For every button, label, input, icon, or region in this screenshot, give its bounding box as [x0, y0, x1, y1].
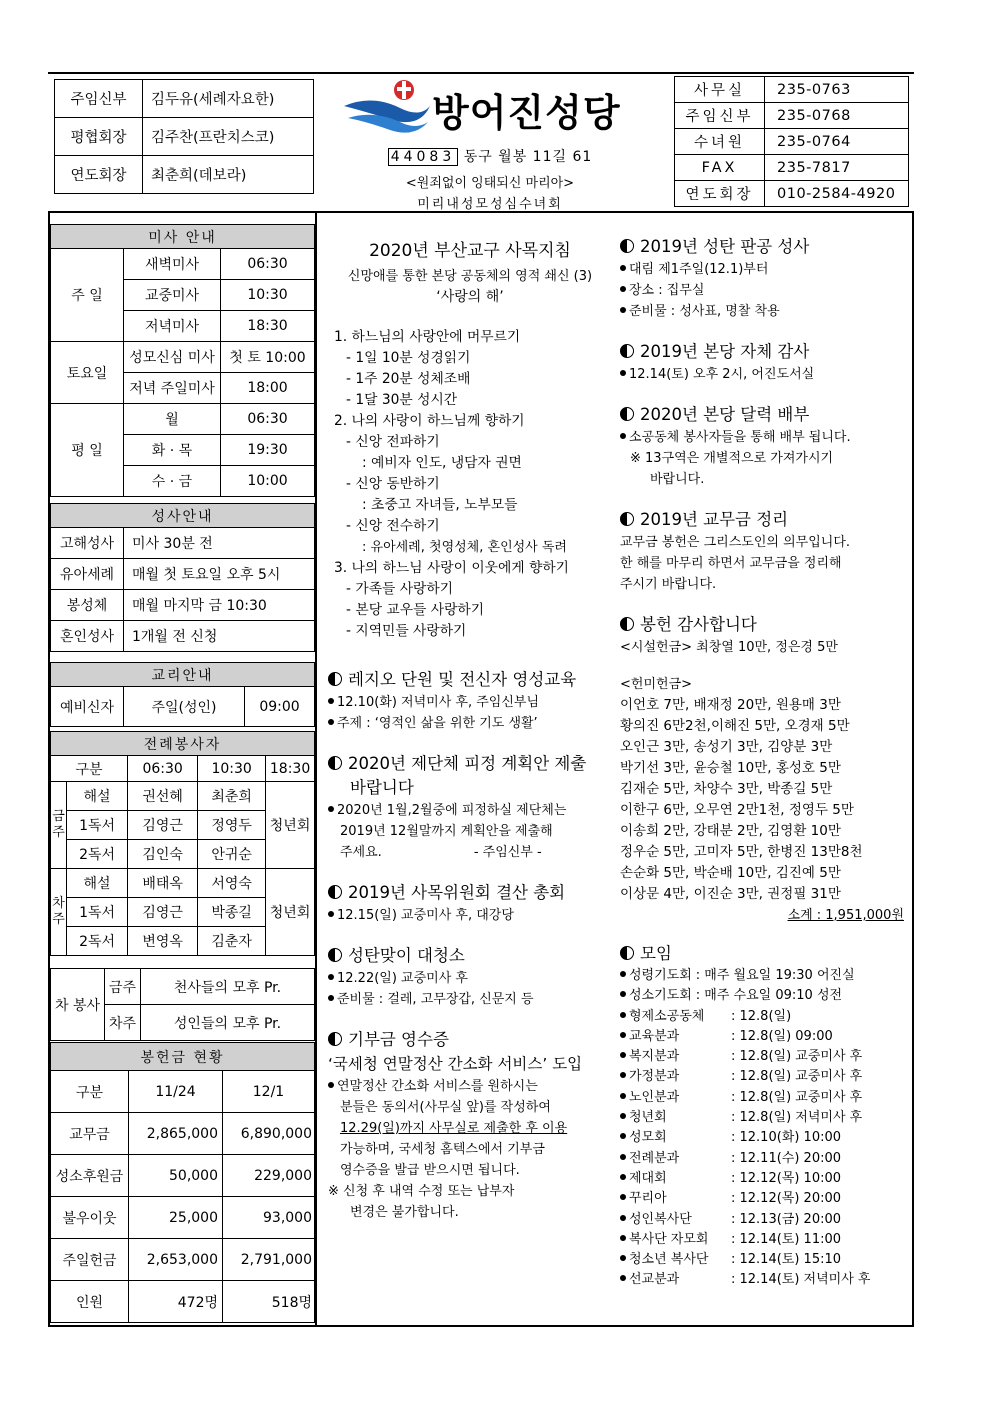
- list-item: 3. 나의 하느님 사랑이 이웃에게 향하기: [334, 560, 570, 576]
- amount: 2,653,000: [129, 1239, 223, 1281]
- list-item: - 1달 30분 성시간: [346, 392, 458, 408]
- bullet-icon: [620, 1235, 626, 1241]
- bullet-icon: [328, 1082, 334, 1088]
- mass-name: 수 · 금: [124, 466, 221, 497]
- role: 해설: [67, 782, 128, 811]
- group-label: 주 일: [51, 249, 124, 342]
- col-head: 구분: [51, 1071, 129, 1113]
- church-name: 방어진성당: [432, 91, 621, 135]
- meeting-item: 성소기도회 : 매주 수요일 09:10 성전: [620, 986, 908, 1006]
- doctrine-time: 09:00: [245, 687, 315, 727]
- meeting-item: 성모회 : 12.10(화) 10:00: [620, 1128, 908, 1148]
- meeting-item: 교육분과 : 12.8(일) 09:00: [620, 1027, 908, 1047]
- server: 배태옥: [128, 869, 198, 898]
- week: 금주: [105, 969, 141, 1005]
- meeting-item: 복사단 자모회 : 12.14(토) 11:00: [620, 1230, 908, 1250]
- bullet-icon: [328, 911, 334, 917]
- mass-schedule-table: [50, 224, 315, 497]
- bullet-icon: [620, 1052, 626, 1058]
- role: 2독서: [67, 927, 128, 956]
- group: 천사들의 모후 Pr.: [141, 969, 315, 1005]
- bullet-icon: [620, 1012, 626, 1018]
- top-rule: [48, 72, 914, 74]
- sacrament-name: 봉성체: [51, 590, 124, 621]
- meeting-item: 청년회 : 12.8(일) 저녁미사 후: [620, 1108, 908, 1128]
- list-item: - 1일 10분 성경읽기: [346, 350, 471, 366]
- mass-time: 10:00: [221, 466, 315, 497]
- list-item: 1. 하느님의 사랑안에 머무르기: [334, 329, 521, 345]
- server: 김영근: [128, 811, 198, 840]
- value: 김두유(세례자요한): [143, 80, 314, 118]
- label: 연도회장: [675, 181, 765, 207]
- section-title: 교리안내: [51, 663, 315, 687]
- half-circle-icon: [328, 1032, 342, 1046]
- bullet-icon: [620, 1194, 626, 1200]
- label: 사무실: [675, 77, 765, 103]
- amount: 6,890,000: [223, 1113, 315, 1155]
- pastoral-year: ‘사랑의 해’: [436, 289, 504, 305]
- server: 김인숙: [128, 840, 198, 869]
- col-head: 11/24: [129, 1071, 223, 1113]
- half-circle-icon: [620, 239, 634, 253]
- right-column: 2019년 성탄 판공 성사 대림 제1주일(12.1)부터 장소 : 집무실 준비물 : 성사표, 명찰 착용 2019년 본당 자체 감사 12.14(토) 오후 2시, 어진도서실 2020년 본당 달력 배부 소공동체 봉사자들을 통해 배부 됩니다. ※ 13구역은 개별적으로 가져가시기 바랍니다. 2019년 교무금 정리 교무금 봉헌은 그리스도인의 의무입니다. 한 해를 마무리 하면서 교무금을 정리해 주시기 바랍니다. 봉헌 감사합니다 <시설헌금> 최창열 10만, 정은경 5만 <헌미헌금> 이언호 7만, 배재정 20만, 원용매 3만 황의진 6만2천,이해진 5만, 오경재 5만 오인근 3만, 송성기 3만, 김양분 3만 박기선 3만, 윤승철 10만, 홍성호 5만 김재순 5만, 차양수 3만, 박종길 5만 이한구 6만, 오무연 2만1천, 정영두 5만 이송희 2만, 강태분 2만, 김영환 10만 정우순 5만, 고미자 5만, 한병진 13만8천 손순화 5만, 박순배 10만, 김진예 5만 이상문 4만, 이진순 3만, 권정필 31만 소계 : 1,951,000원 모임 성령기도회 : 매주 월요일 19:30 어진실 성소기도회 : 매주 수요일 09:10 성전 형제소공동체 : 12.8(일) 교육분과 : 12.8(일) 09:00 복지분과 : 12.8(일) 교중미사 후 가정분과 : 12.8(일) 교중미사 후 노인분과 : 12.8(일) 교중미사 후 청년회 : 12.8(일) 저녁미사 후 성모회 : 12.10(화) 10:00 전례분과 : 12.11(수) 20:00 제대회 : 12.12(목) 10:00 꾸리아 : 12.12(목) 20:00 성인복사단 : 12.13(금) 20:00 복사단 자모회 : 12.14(토) 11:00 청소년 복사단 : 12.14(토) 15:10 선교분과 : 12.14(토) 저녁미사 후: [620, 235, 908, 1291]
- notice-title: 레지오 단원 및 전신자 영성교육: [328, 668, 612, 692]
- meeting-item: 가정분과 : 12.8(일) 교중미사 후: [620, 1067, 908, 1087]
- servers-table: [50, 731, 315, 956]
- mass-name: 저녁미사: [124, 311, 221, 342]
- mass-time: 06:30: [221, 404, 315, 435]
- col-head: 18:30: [266, 756, 315, 782]
- sacrament-name: 고해성사: [51, 528, 124, 559]
- server-group: 청년회: [266, 782, 315, 869]
- half-circle-icon: [620, 512, 634, 526]
- bullet-icon: [620, 1275, 626, 1281]
- list-item: : 초중고 자녀들, 노부모들: [362, 497, 518, 513]
- notice-body: 12.22(일) 교중미사 후 준비물 : 걸레, 고무장갑, 신문지 등: [328, 968, 612, 1010]
- bullet-icon: [620, 1154, 626, 1160]
- list-item: - 지역민들 사랑하기: [346, 623, 467, 639]
- notice-title: 2020년 본당 달력 배부: [620, 403, 908, 427]
- nuns-order: 미리내성모성심수녀회: [417, 197, 563, 212]
- doctrine-day: 주일(성인): [124, 687, 245, 727]
- sacrament-info: 매월 마지막 금 10:30: [124, 590, 315, 621]
- meeting-item: 전례분과 : 12.11(수) 20:00: [620, 1149, 908, 1169]
- mass-name: 새벽미사: [124, 249, 221, 280]
- patron-saint: <원죄없이 잉태되신 마리아>: [405, 176, 575, 191]
- notice-title-cont: 바랍니다: [350, 778, 414, 797]
- sacrament-info: 1개월 전 신청: [124, 621, 315, 652]
- notice-title: 2019년 본당 자체 감사: [620, 340, 908, 364]
- facility-offering: <시설헌금> 최창열 10만, 정은경 5만: [620, 640, 838, 655]
- bullet-icon: [620, 991, 626, 997]
- amount: 25,000: [129, 1197, 223, 1239]
- notice-title: 2019년 성탄 판공 성사: [620, 235, 908, 259]
- notice-title: 봉헌 감사합니다: [620, 613, 908, 637]
- amount: 2,791,000: [223, 1239, 315, 1281]
- bullet-icon: [620, 370, 626, 376]
- pastoral-list: [328, 327, 612, 642]
- role: 1독서: [67, 898, 128, 927]
- amount: 229,000: [223, 1155, 315, 1197]
- list-item: : 예비자 인도, 냉담자 권면: [362, 455, 522, 471]
- col-head: 구분: [51, 756, 128, 782]
- meeting-item: 성인복사단 : 12.13(금) 20:00: [620, 1210, 908, 1230]
- list-item: 2. 나의 사랑이 하느님께 향하기: [334, 413, 525, 429]
- list-item: - 신앙 전수하기: [346, 518, 440, 534]
- sacrament-name: 혼인성사: [51, 621, 124, 652]
- server: 안귀순: [198, 840, 266, 869]
- notice-body: 12.10(화) 저녁미사 후, 주임신부님 주제 : ‘영적인 삶을 위한 기도 생활’: [328, 692, 612, 734]
- list-item: - 1주 20분 성체조배: [346, 371, 471, 387]
- meeting-item: 청소년 복사단 : 12.14(토) 15:10: [620, 1250, 908, 1270]
- offering-subtitle: <헌미헌금>: [620, 677, 693, 692]
- bullet-icon: [620, 1174, 626, 1180]
- group-label: 토요일: [51, 342, 124, 404]
- server: 김춘자: [198, 927, 266, 956]
- bullet-icon: [620, 1032, 626, 1038]
- bullet-icon: [620, 1255, 626, 1261]
- label: 주임신부: [55, 80, 143, 118]
- col-head: 10:30: [198, 756, 266, 782]
- half-circle-icon: [620, 946, 634, 960]
- half-circle-icon: [328, 885, 342, 899]
- bullet-icon: [620, 1215, 626, 1221]
- notice-body: 연말정산 간소화 서비스를 원하시는 분들은 동의서(사무실 앞)를 작성하여 12.29(일)까지 사무실로 제출한 후 이용 가능하며, 국세청 홈텍스에서 기부금 영수증을 발급 받으시면 됩니다. ※ 신청 후 내역 수정 또는 납부자 변경은 불가합니다.: [328, 1079, 568, 1220]
- col-head: 06:30: [128, 756, 198, 782]
- meeting-item: 꾸리아 : 12.12(목) 20:00: [620, 1189, 908, 1209]
- server: 최춘희: [198, 782, 266, 811]
- col-head: 12/1: [223, 1071, 315, 1113]
- mass-time: 19:30: [221, 435, 315, 466]
- donation-total: 소계 : 1,951,000원: [787, 908, 904, 923]
- list-item: - 본당 교우들 사랑하기: [346, 602, 485, 618]
- mass-time: 18:30: [221, 311, 315, 342]
- offer-type: 주일헌금: [51, 1239, 129, 1281]
- label: 주임신부: [675, 103, 765, 129]
- meeting-item: 선교분과 : 12.14(토) 저녁미사 후: [620, 1270, 908, 1290]
- meeting-item: 성령기도회 : 매주 월요일 19:30 어진실: [620, 966, 908, 986]
- mass-time: 10:30: [221, 280, 315, 311]
- phone: 235-0763: [765, 77, 909, 103]
- list-item: - 신앙 동반하기: [346, 476, 440, 492]
- group: 성인들의 모후 Pr.: [141, 1005, 315, 1041]
- meeting-item: 노인분과 : 12.8(일) 교중미사 후: [620, 1088, 908, 1108]
- mass-name: 교중미사: [124, 280, 221, 311]
- mass-time: 첫 토 10:00: [221, 342, 315, 373]
- church-logo-icon: [342, 76, 432, 136]
- half-circle-icon: [620, 407, 634, 421]
- phone: 235-7817: [765, 155, 909, 181]
- offer-type: 교무금: [51, 1113, 129, 1155]
- server: 서영숙: [198, 869, 266, 898]
- value: 최춘희(데보라): [143, 156, 314, 194]
- server: 김영근: [128, 898, 198, 927]
- label: 연도회장: [55, 156, 143, 194]
- server-group: 청년회: [266, 869, 315, 956]
- bullet-icon: [620, 1113, 626, 1119]
- list-item: : 유아세례, 첫영성체, 혼인성사 독려: [362, 540, 567, 555]
- phone: 010-2584-4920: [765, 181, 909, 207]
- doctrine-name: 예비신자: [51, 687, 124, 727]
- offer-type: 인원: [51, 1281, 129, 1323]
- staff-table: [54, 79, 314, 194]
- label: FAX: [675, 155, 765, 181]
- mass-name: 성모신심 미사: [124, 342, 221, 373]
- bullet-icon: [620, 1093, 626, 1099]
- notice-title-cont: ‘국세청 연말정산 간소화 서비스’ 도입: [328, 1055, 583, 1073]
- cha-service-table: [50, 968, 315, 1041]
- sacrament-info: 미사 30분 전: [124, 528, 315, 559]
- list-item: - 신앙 전파하기: [346, 434, 440, 450]
- list-item: - 가족들 사랑하기: [346, 581, 454, 597]
- phone: 235-0768: [765, 103, 909, 129]
- amount: 50,000: [129, 1155, 223, 1197]
- middle-column: [328, 238, 612, 1223]
- section-title: 미사 안내: [51, 225, 315, 249]
- amount: 518명: [223, 1281, 315, 1323]
- bullet-icon: [620, 265, 626, 271]
- sacrament-info: 매월 첫 토요일 오후 5시: [124, 559, 315, 590]
- week-label: 금 주: [51, 782, 67, 869]
- amount: 472명: [129, 1281, 223, 1323]
- pastoral-title: 2020년 부산교구 사목지침: [369, 241, 571, 261]
- amount: 93,000: [223, 1197, 315, 1239]
- half-circle-icon: [328, 672, 342, 686]
- notice-body: 12.15(일) 교중미사 후, 대강당: [328, 905, 612, 926]
- section-title: 봉헌금 현황: [51, 1043, 315, 1071]
- sacrament-name: 유아세례: [51, 559, 124, 590]
- donor-list: 이언호 7만, 배재정 20만, 원용매 3만 황의진 6만2천,이해진 5만, 오경재 5만 오인근 3만, 송성기 3만, 김양분 3만 박기선 3만, 윤승철 10만, 홍성호 5만 김재순 5만, 차양수 3만, 박종길 5만 이한구 6만, 오무연 2만1천, 정영두 5만 이송희 2만, 강태분 2만, 김영환 10만 정우순 5만, 고미자 5만, 한병진 13만8천 손순화 5만, 박순배 10만, 김진예 5만 이상문 4만, 이진순 3만, 권정필 31만: [620, 697, 863, 902]
- half-circle-icon: [620, 344, 634, 358]
- bullet-icon: [620, 1133, 626, 1139]
- role: 해설: [67, 869, 128, 898]
- bullet-icon: [620, 307, 626, 313]
- notice-title: 2019년 사목위원회 결산 총회: [328, 881, 612, 905]
- phone-table: [674, 76, 909, 207]
- server: 정영두: [198, 811, 266, 840]
- postcode: 44083: [388, 148, 459, 166]
- role: 2독서: [67, 840, 128, 869]
- section-title: 전례봉사자: [51, 732, 315, 756]
- mass-name: 화 · 목: [124, 435, 221, 466]
- mass-name: 저녁 주일미사: [124, 373, 221, 404]
- offer-type: 불우이웃: [51, 1197, 129, 1239]
- label: 수녀원: [675, 129, 765, 155]
- offer-type: 성소후원금: [51, 1155, 129, 1197]
- half-circle-icon: [328, 756, 342, 770]
- mass-time: 06:30: [221, 249, 315, 280]
- group-label: 평 일: [51, 404, 124, 497]
- bullet-icon: [620, 971, 626, 977]
- week-label: 차 주: [51, 869, 67, 956]
- notice-title: 성탄맞이 대청소: [328, 944, 612, 968]
- server: 박종길: [198, 898, 266, 927]
- server: 권선혜: [128, 782, 198, 811]
- server: 변영옥: [128, 927, 198, 956]
- bullet-icon: [328, 719, 334, 725]
- sacrament-table: [50, 503, 315, 652]
- label: 평협회장: [55, 118, 143, 156]
- role: 1독서: [67, 811, 128, 840]
- mass-name: 월: [124, 404, 221, 435]
- mass-time: 18:00: [221, 373, 315, 404]
- amount: 2,865,000: [129, 1113, 223, 1155]
- bullet-icon: [328, 974, 334, 980]
- bullet-icon: [620, 433, 626, 439]
- half-circle-icon: [328, 948, 342, 962]
- notice-title: 2019년 교무금 정리: [620, 508, 908, 532]
- notice-title: 2020년 제단체 피정 계획안 제출: [328, 752, 612, 776]
- bullet-icon: [328, 995, 334, 1001]
- notice-title: 모임: [620, 942, 908, 966]
- half-circle-icon: [620, 617, 634, 631]
- phone: 235-0764: [765, 129, 909, 155]
- notice-body: 2020년 1월,2월중에 피정하실 제단체는 2019년 12월말까지 계획안을 제출해 주세요. - 주임신부 -: [328, 800, 612, 863]
- meeting-item: 제대회 : 12.12(목) 10:00: [620, 1169, 908, 1189]
- address: [340, 146, 640, 166]
- bullet-icon: [620, 1072, 626, 1078]
- cha-label: 차 봉사: [51, 969, 105, 1041]
- bullet-icon: [328, 806, 334, 812]
- doctrine-table: [50, 662, 315, 727]
- notice-title: 기부금 영수증: [328, 1028, 612, 1052]
- week: 차주: [105, 1005, 141, 1041]
- value: 김주찬(프란치스코): [143, 118, 314, 156]
- bullet-icon: [328, 698, 334, 704]
- meeting-list: [620, 966, 908, 1291]
- meeting-item: 형제소공동체 : 12.8(일): [620, 1007, 908, 1027]
- address-text: 동구 월봉 11길 61: [463, 149, 593, 165]
- offering-table: [50, 1042, 315, 1323]
- meeting-item: 복지분과 : 12.8(일) 교중미사 후: [620, 1047, 908, 1067]
- bullet-icon: [620, 286, 626, 292]
- column-divider: [315, 211, 317, 1327]
- pastoral-sub: 신망애를 통한 본당 공동체의 영적 쇄신 (3): [347, 269, 593, 284]
- section-title: 성사안내: [51, 504, 315, 528]
